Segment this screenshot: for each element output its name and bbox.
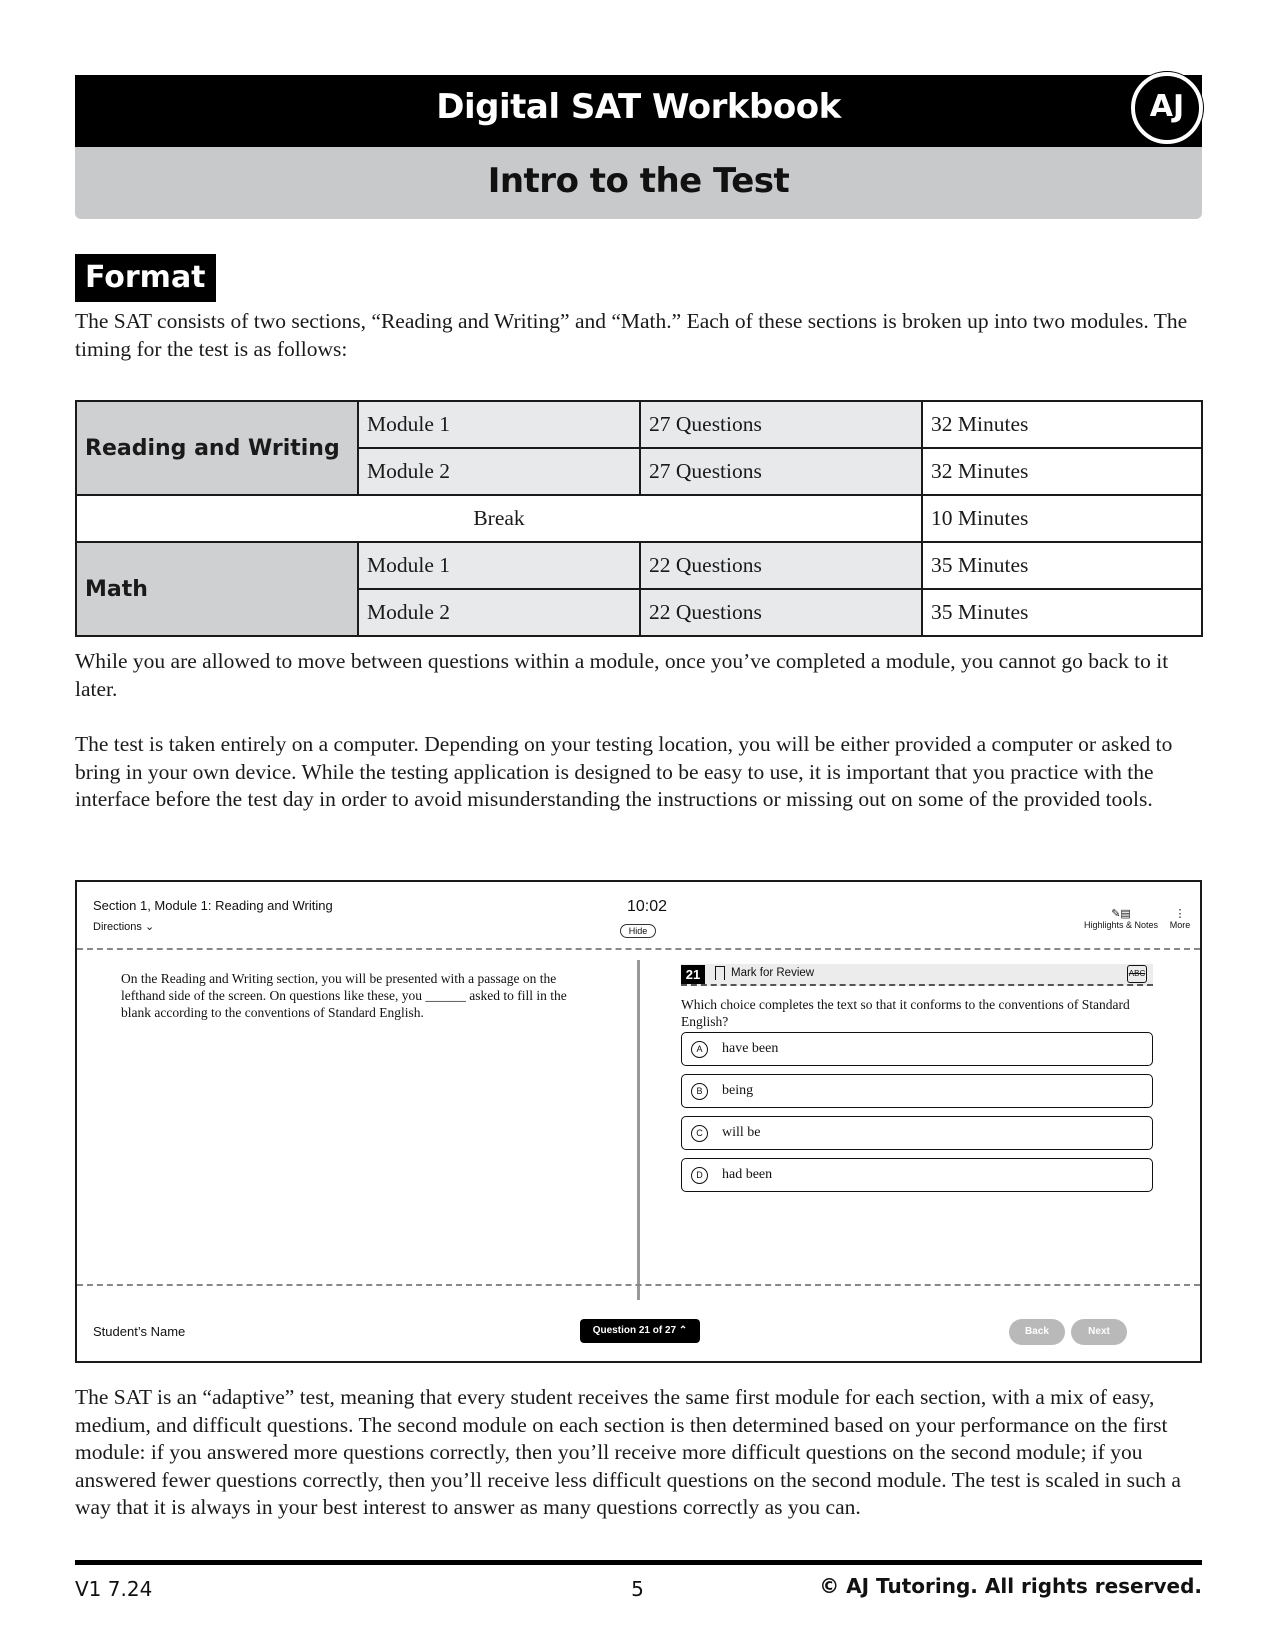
choice-letter: B xyxy=(691,1083,708,1100)
directions-label: Directions xyxy=(93,921,142,933)
aj-logo: AJ xyxy=(1131,72,1203,144)
choice-text: have been xyxy=(722,1041,779,1056)
timer: 10:02 xyxy=(626,898,668,915)
strikethrough-abc-icon[interactable]: ABC xyxy=(1127,965,1147,983)
question-text: Which choice completes the text so that it conforms to the conventions of Standard English? xyxy=(681,997,1130,1029)
pane-divider[interactable] xyxy=(637,960,640,1300)
highlights-label: Highlights & Notes xyxy=(1083,920,1159,930)
back-button[interactable]: Back xyxy=(1009,1319,1065,1345)
chapter-title: Intro to the Test xyxy=(487,161,790,201)
choice-text: will be xyxy=(722,1125,761,1140)
footer-rule xyxy=(75,1560,1202,1565)
bookmark-icon[interactable] xyxy=(715,966,725,980)
questions-cell: 22 Questions xyxy=(640,589,922,636)
question-number: 21 xyxy=(681,965,705,984)
questions-cell: 22 Questions xyxy=(640,542,922,589)
section-cell: Reading and Writing xyxy=(76,401,358,495)
table-row xyxy=(76,495,1202,542)
screenshot-section-title: Section 1, Module 1: Reading and Writing xyxy=(93,898,333,913)
questions-cell: 27 Questions xyxy=(640,401,922,448)
table-row xyxy=(76,542,1202,589)
module-navigation-paragraph: While you are allowed to move between questions within a module, once you’ve completed a module, you cannot go back to it later. xyxy=(75,649,1169,701)
subheader-bar xyxy=(75,147,1202,219)
question-navigator-label: Question 21 of 27 xyxy=(592,1325,677,1336)
answer-choice-c[interactable] xyxy=(681,1116,1153,1150)
module-cell: Module 2 xyxy=(358,589,640,636)
module-cell: Module 1 xyxy=(358,542,640,589)
minutes-cell: 35 Minutes xyxy=(922,542,1202,589)
more-button[interactable] xyxy=(1165,908,1195,930)
more-vertical-icon: ⋮ xyxy=(1174,908,1186,920)
section-heading-format: Format xyxy=(75,254,216,302)
minutes-cell: 35 Minutes xyxy=(922,589,1202,636)
minutes-cell: 32 Minutes xyxy=(922,401,1202,448)
adaptive-test-paragraph: The SAT is an “adaptive” test, meaning that every student receives the same first module for each section, with a mix of easy, medium, and difficult questions. The second module on each section is then determined based on your performance on the first module: if you answered more questions correctly, then you’ll receive more difficult questions on the second module; if you answered fewer questions correctly, then you’ll receive less difficult questions on the second module. The test is scaled in such a way that it is always in your best interest to answer as many questions correctly as you can. xyxy=(75,1385,1181,1519)
directions-toggle[interactable] xyxy=(93,920,154,933)
highlights-notes-button[interactable] xyxy=(1079,908,1163,930)
chevron-down-icon: ⌄ xyxy=(144,921,155,933)
more-label: More xyxy=(1169,920,1191,930)
answer-choice-b[interactable] xyxy=(681,1074,1153,1108)
question-navigator-button[interactable] xyxy=(580,1319,700,1343)
minutes-cell: 10 Minutes xyxy=(922,495,1202,542)
table-row xyxy=(76,401,1202,448)
test-interface-screenshot xyxy=(75,880,1202,1363)
next-button[interactable]: Next xyxy=(1071,1319,1127,1345)
section-cell: Math xyxy=(76,542,358,636)
choice-text: being xyxy=(722,1083,754,1098)
choice-letter: C xyxy=(691,1125,708,1142)
computer-test-paragraph: The test is taken entirely on a computer. Depending on your testing location, you will be either provided a computer or asked to bring in your own device. While the testing application is designed to be easy to use, it is important that you practice with the interface before the test day in order to avoid misunderstanding the instructions or missing out on some of the provided tools. xyxy=(75,732,1173,811)
module-cell: Module 2 xyxy=(358,448,640,495)
questions-cell: 27 Questions xyxy=(640,448,922,495)
answer-choice-d[interactable] xyxy=(681,1158,1153,1192)
workbook-title: Digital SAT Workbook xyxy=(436,87,841,127)
header-bar xyxy=(75,75,1202,147)
choice-letter: D xyxy=(691,1167,708,1184)
break-cell: Break xyxy=(76,495,922,542)
timing-table xyxy=(75,400,1203,637)
passage-text: On the Reading and Writing section, you will be presented with a passage on the lefthand side of the screen. On questions like these, you ______ asked to fill in the blank according to the conventions of Standard English. xyxy=(121,971,567,1020)
version-label: V1 7.24 xyxy=(75,1577,153,1601)
hide-timer-button[interactable]: Hide xyxy=(620,924,656,938)
intro-paragraph: The SAT consists of two sections, “Reading and Writing” and “Math.” Each of these sections is broken up into two modules. The timing for the test is as follows: xyxy=(75,309,1188,361)
module-cell: Module 1 xyxy=(358,401,640,448)
bottom-divider xyxy=(77,1284,1200,1286)
answer-choice-a[interactable] xyxy=(681,1032,1153,1066)
student-name: Student’s Name xyxy=(93,1324,186,1339)
choice-text: had been xyxy=(722,1167,773,1182)
chevron-up-icon: ⌃ xyxy=(678,1325,688,1336)
question-header xyxy=(681,964,1153,986)
top-divider xyxy=(77,948,1200,950)
pencil-note-icon: ✎▤ xyxy=(1111,908,1131,920)
choice-letter: A xyxy=(691,1041,708,1058)
page-number: 5 xyxy=(631,1577,644,1601)
mark-for-review-label[interactable]: Mark for Review xyxy=(731,967,815,979)
copyright: © AJ Tutoring. All rights reserved. xyxy=(819,1574,1202,1598)
minutes-cell: 32 Minutes xyxy=(922,448,1202,495)
